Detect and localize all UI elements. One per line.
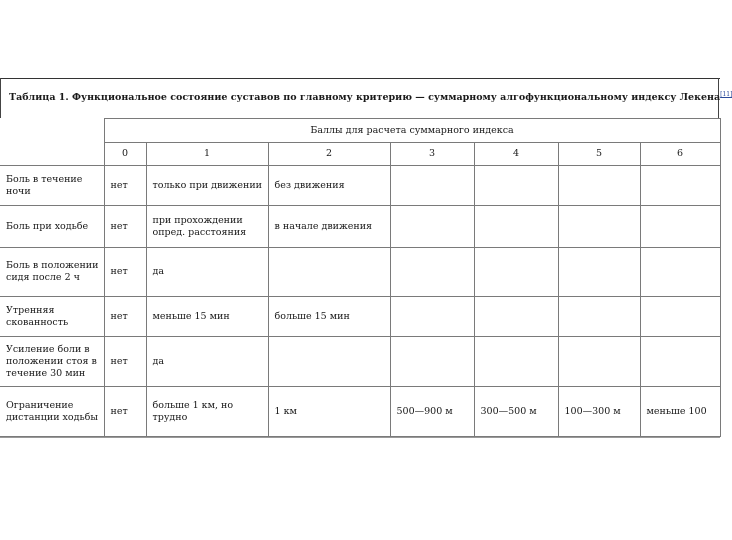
score-header-1: 1 bbox=[146, 143, 268, 166]
score-header-4: 4 bbox=[474, 143, 558, 166]
leken-index-table bbox=[0, 118, 721, 437]
table-cell: нет bbox=[104, 297, 146, 337]
table-row bbox=[0, 166, 720, 206]
table-cell: больше 1 км, но трудно bbox=[146, 387, 268, 437]
table-cell bbox=[558, 206, 640, 248]
table-cell: без движения bbox=[268, 166, 390, 206]
corner-cell-lower bbox=[0, 143, 104, 166]
table-cell: да bbox=[146, 337, 268, 387]
reference-link[interactable]: [11] bbox=[720, 91, 732, 98]
table-cell: 100—300 м bbox=[558, 387, 640, 437]
score-header-6: 6 bbox=[640, 143, 720, 166]
table-cell bbox=[390, 337, 474, 387]
row-label: Ограничение дистанции ходьбы bbox=[0, 387, 104, 437]
table-cell bbox=[558, 248, 640, 297]
table-caption bbox=[0, 78, 732, 118]
header-row-group bbox=[0, 119, 720, 143]
row-label: Боль в течение ночи bbox=[0, 166, 104, 206]
table-cell: при прохождении опред. расстояния bbox=[146, 206, 268, 248]
table-cell bbox=[558, 337, 640, 387]
table-row bbox=[0, 297, 720, 337]
table-cell bbox=[390, 206, 474, 248]
table-cell bbox=[474, 297, 558, 337]
table-cell bbox=[640, 206, 720, 248]
table-cell bbox=[268, 248, 390, 297]
table-row bbox=[0, 337, 720, 387]
table-cell bbox=[640, 248, 720, 297]
table-cell: нет bbox=[104, 248, 146, 297]
score-header-0: 0 bbox=[104, 143, 146, 166]
score-header-3: 3 bbox=[390, 143, 474, 166]
table-cell bbox=[390, 248, 474, 297]
table-cell: меньше 100 bbox=[640, 387, 720, 437]
table-cell: только при движении bbox=[146, 166, 268, 206]
table-cell: 300—500 м bbox=[474, 387, 558, 437]
table-cell: 500—900 м bbox=[390, 387, 474, 437]
header-row-scores bbox=[0, 143, 720, 166]
table-cell: да bbox=[146, 248, 268, 297]
table-cell bbox=[474, 206, 558, 248]
table-cell bbox=[640, 297, 720, 337]
score-group-header: Баллы для расчета суммарного индекса bbox=[104, 119, 720, 143]
corner-cell bbox=[0, 119, 104, 143]
score-header-2: 2 bbox=[268, 143, 390, 166]
row-label: Боль при ходьбе bbox=[0, 206, 104, 248]
table-cell bbox=[558, 297, 640, 337]
table-cell bbox=[390, 297, 474, 337]
table-cell: нет bbox=[104, 166, 146, 206]
table-cell bbox=[268, 337, 390, 387]
row-label: Утренняя скованность bbox=[0, 297, 104, 337]
table-row bbox=[0, 387, 720, 437]
table-cell: в начале движения bbox=[268, 206, 390, 248]
table-cell: нет bbox=[104, 337, 146, 387]
table-cell bbox=[640, 166, 720, 206]
table-cell: нет bbox=[104, 206, 146, 248]
table-cell bbox=[640, 337, 720, 387]
table-cell: 1 км bbox=[268, 387, 390, 437]
table-cell: нет bbox=[104, 387, 146, 437]
table-cell bbox=[474, 248, 558, 297]
table-cell bbox=[474, 337, 558, 387]
table-cell: больше 15 мин bbox=[268, 297, 390, 337]
row-label: Боль в положении сидя после 2 ч bbox=[0, 248, 104, 297]
table-row bbox=[0, 248, 720, 297]
table-row bbox=[0, 206, 720, 248]
table-cell bbox=[390, 166, 474, 206]
score-header-5: 5 bbox=[558, 143, 640, 166]
row-label: Усиление боли в положении стоя в течение 30 мин bbox=[0, 337, 104, 387]
caption-text: Таблица 1. Функциональное состояние суставов по главному критерию — суммарному алгофункциональному индексу Лекена bbox=[9, 92, 721, 104]
table-cell bbox=[558, 166, 640, 206]
table-cell bbox=[474, 166, 558, 206]
table-cell: меньше 15 мин bbox=[146, 297, 268, 337]
